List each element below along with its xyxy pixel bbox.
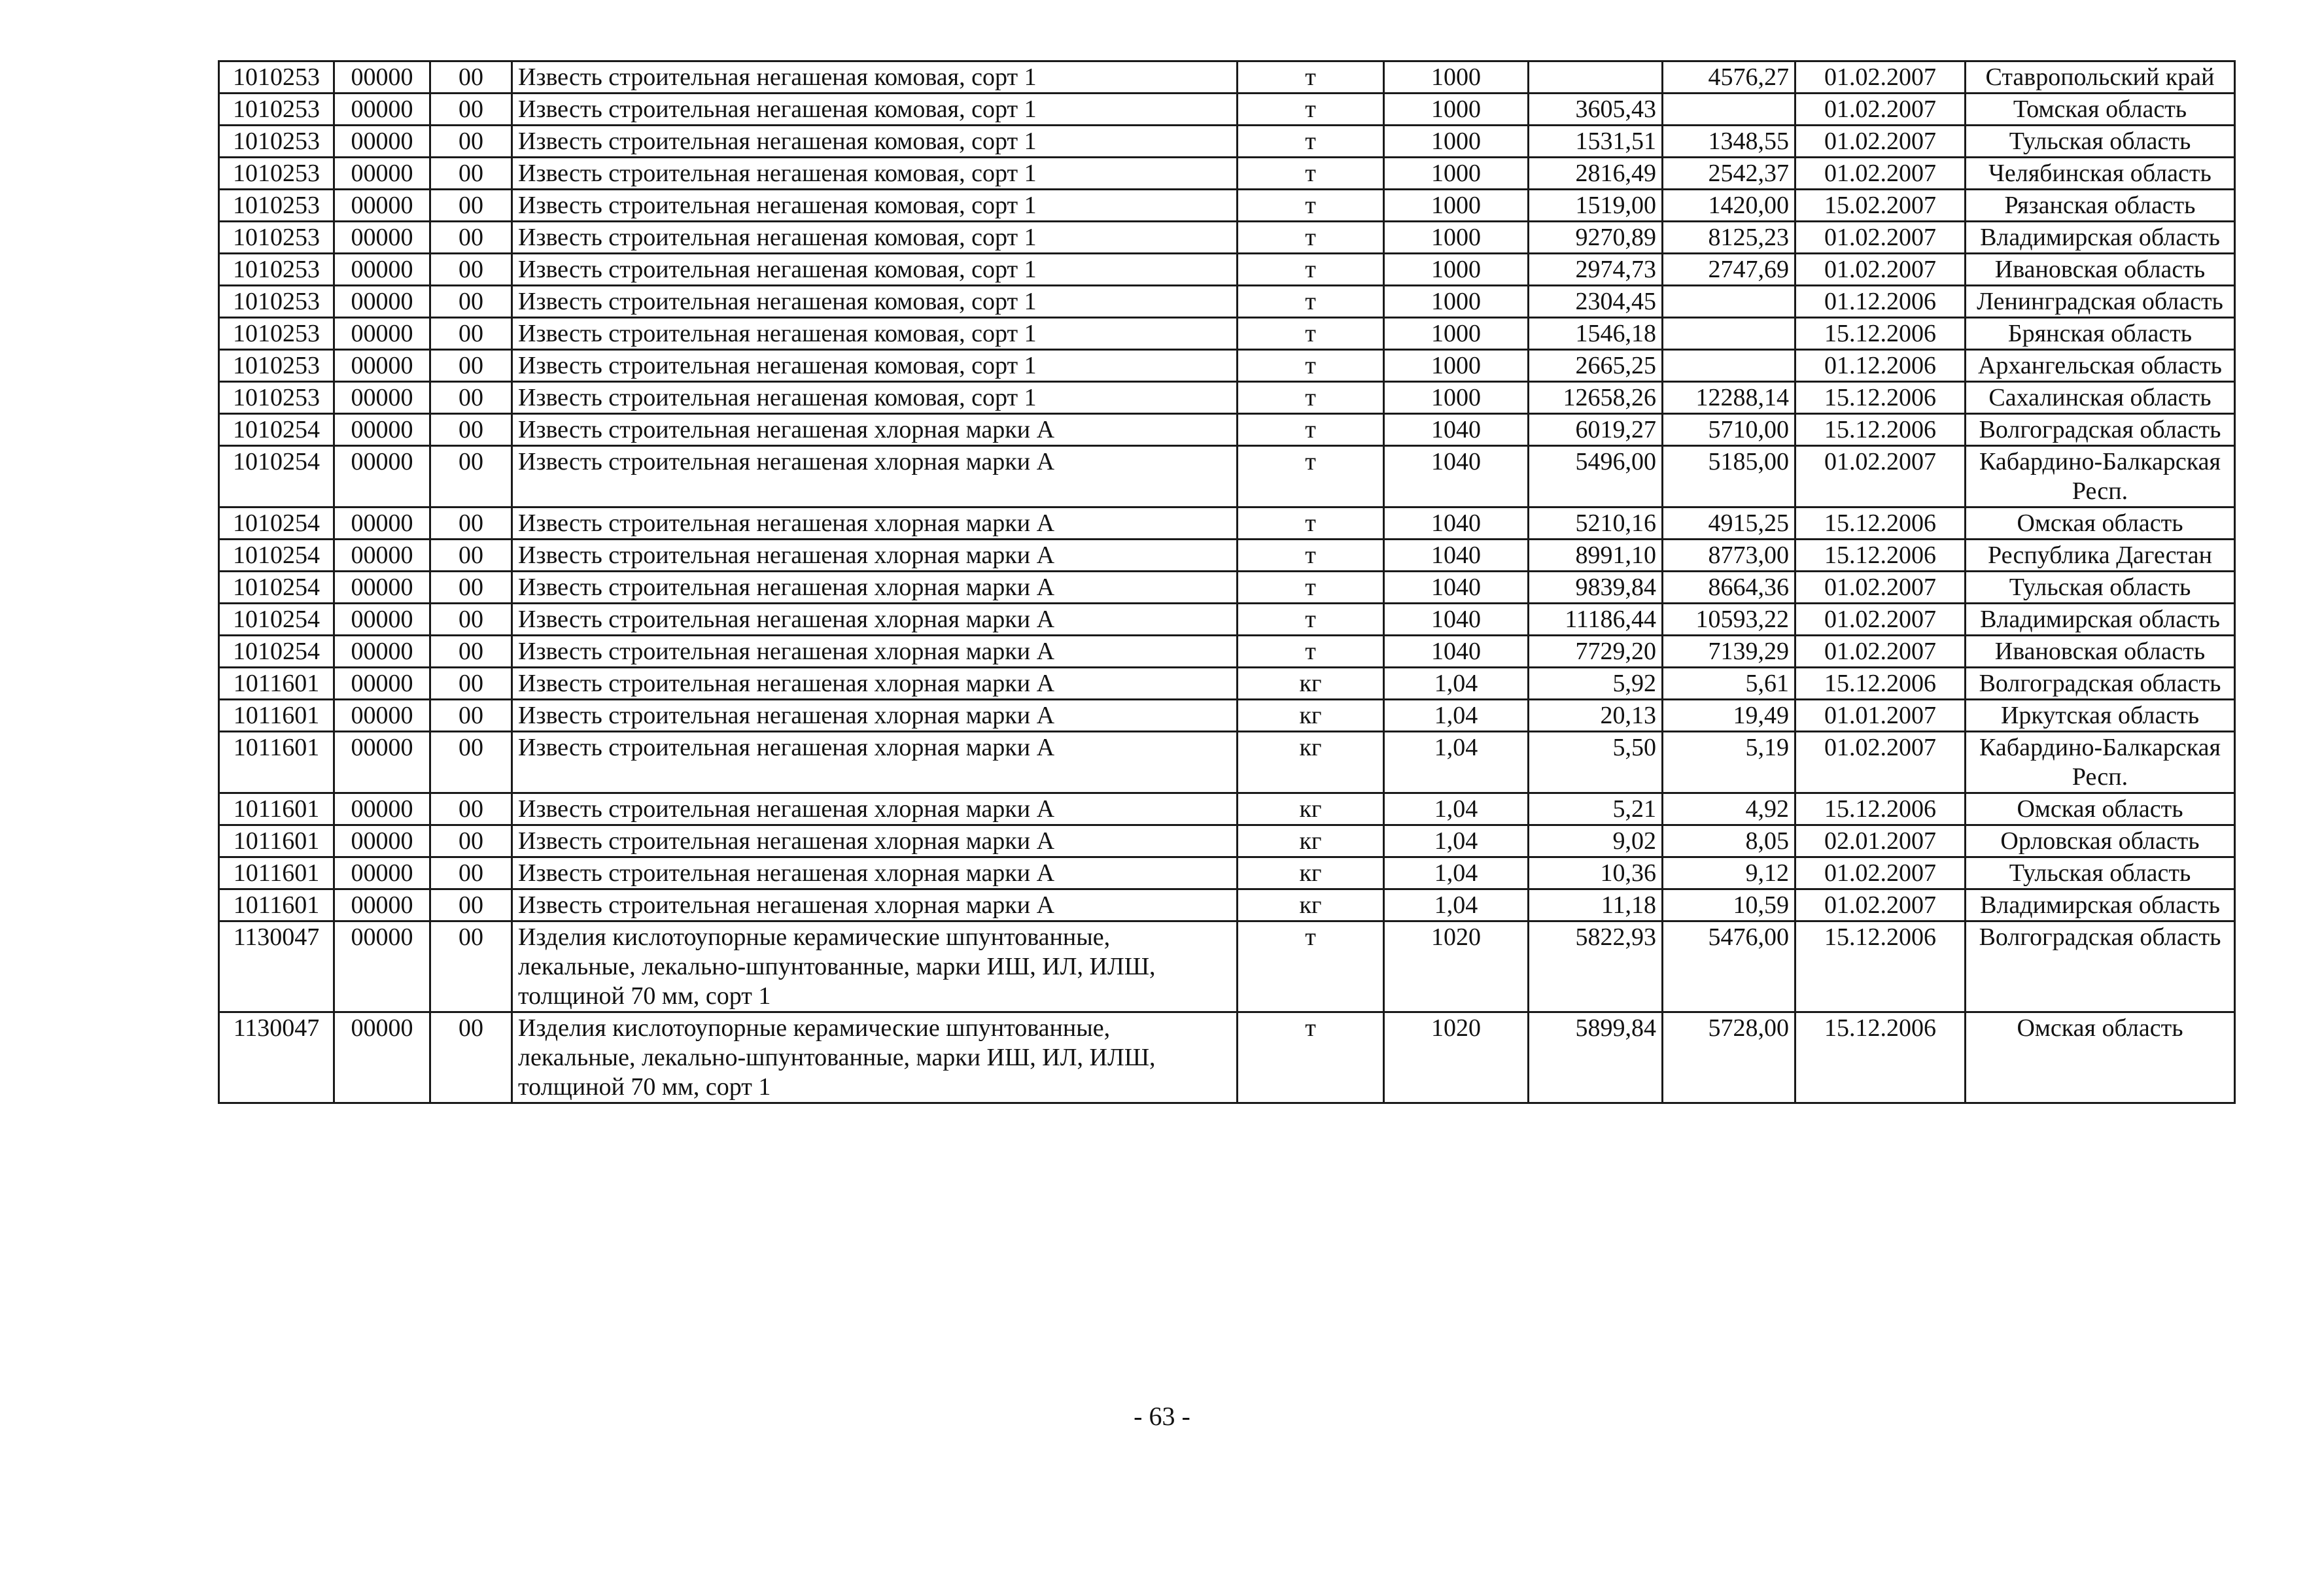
product-name-cell: Известь строительная негашеная комовая, сорт 1 [512,350,1238,382]
table-row [219,382,2235,414]
product-name-cell: Известь строительная негашеная хлорная марки А [512,825,1238,857]
region-cell: Рязанская область [1966,190,2235,222]
table-row [219,636,2235,668]
product-name-cell: Известь строительная негашеная хлорная марки А [512,732,1238,793]
suffix-cell: 00 [430,318,512,350]
product-code-cell: 1130047 [219,921,334,1012]
subcode-cell: 00000 [334,889,430,921]
product-code-cell: 1010253 [219,350,334,382]
product-name-cell: Известь строительная негашеная хлорная марки А [512,414,1238,446]
date-cell: 01.02.2007 [1795,61,1966,94]
unit-factor-cell: 1000 [1384,254,1529,286]
suffix-cell: 00 [430,700,512,732]
price-without-vat-cell: 5728,00 [1663,1012,1795,1103]
region-cell: Брянская область [1966,318,2235,350]
price-with-vat-cell: 5,92 [1529,668,1663,700]
unit-factor-cell: 1040 [1384,540,1529,572]
product-code-cell: 1130047 [219,1012,334,1103]
price-without-vat-cell: 5185,00 [1663,446,1795,507]
table-row [219,126,2235,158]
suffix-cell: 00 [430,889,512,921]
price-with-vat-cell: 7729,20 [1529,636,1663,668]
subcode-cell: 00000 [334,286,430,318]
price-without-vat-cell: 8,05 [1663,825,1795,857]
suffix-cell: 00 [430,793,512,825]
date-cell: 01.12.2006 [1795,350,1966,382]
price-without-vat-cell: 19,49 [1663,700,1795,732]
page-number: - 63 - [1134,1401,1190,1431]
unit-factor-cell: 1,04 [1384,825,1529,857]
price-with-vat-cell: 9270,89 [1529,222,1663,254]
product-name-cell: Известь строительная негашеная хлорная марки А [512,540,1238,572]
suffix-cell: 00 [430,732,512,793]
table-row [219,350,2235,382]
unit-factor-cell: 1000 [1384,61,1529,94]
price-with-vat-cell: 11,18 [1529,889,1663,921]
unit-factor-cell: 1,04 [1384,668,1529,700]
region-cell: Владимирская область [1966,604,2235,636]
table-row [219,190,2235,222]
region-cell: Челябинская область [1966,158,2235,190]
unit-cell: кг [1238,857,1384,889]
unit-factor-cell: 1000 [1384,350,1529,382]
date-cell: 15.12.2006 [1795,921,1966,1012]
product-code-cell: 1011601 [219,857,334,889]
unit-cell: т [1238,158,1384,190]
price-with-vat-cell: 5822,93 [1529,921,1663,1012]
table-row [219,254,2235,286]
unit-factor-cell: 1,04 [1384,793,1529,825]
unit-cell: кг [1238,700,1384,732]
region-cell: Иркутская область [1966,700,2235,732]
unit-factor-cell: 1000 [1384,190,1529,222]
product-name-cell: Известь строительная негашеная хлорная марки А [512,793,1238,825]
product-name-cell: Известь строительная негашеная комовая, сорт 1 [512,254,1238,286]
table-row [219,222,2235,254]
region-cell: Омская область [1966,1012,2235,1103]
price-without-vat-cell: 7139,29 [1663,636,1795,668]
price-without-vat-cell: 4576,27 [1663,61,1795,94]
product-code-cell: 1010254 [219,540,334,572]
price-with-vat-cell: 12658,26 [1529,382,1663,414]
price-without-vat-cell [1663,286,1795,318]
suffix-cell: 00 [430,350,512,382]
region-cell: Ивановская область [1966,254,2235,286]
price-with-vat-cell: 5,21 [1529,793,1663,825]
unit-cell: т [1238,190,1384,222]
product-name-cell: Известь строительная негашеная комовая, сорт 1 [512,158,1238,190]
price-with-vat-cell: 2974,73 [1529,254,1663,286]
date-cell: 02.01.2007 [1795,825,1966,857]
region-cell: Орловская область [1966,825,2235,857]
price-with-vat-cell: 6019,27 [1529,414,1663,446]
price-with-vat-cell: 1531,51 [1529,126,1663,158]
date-cell: 01.02.2007 [1795,572,1966,604]
product-name-cell: Известь строительная негашеная комовая, сорт 1 [512,61,1238,94]
table-row [219,540,2235,572]
suffix-cell: 00 [430,636,512,668]
price-without-vat-cell: 5476,00 [1663,921,1795,1012]
region-cell: Архангельская область [1966,350,2235,382]
suffix-cell: 00 [430,61,512,94]
suffix-cell: 00 [430,382,512,414]
date-cell: 01.01.2007 [1795,700,1966,732]
subcode-cell: 00000 [334,604,430,636]
price-with-vat-cell: 9839,84 [1529,572,1663,604]
price-without-vat-cell: 9,12 [1663,857,1795,889]
price-without-vat-cell: 2747,69 [1663,254,1795,286]
price-without-vat-cell [1663,350,1795,382]
subcode-cell: 00000 [334,572,430,604]
region-cell: Волгоградская область [1966,668,2235,700]
subcode-cell: 00000 [334,793,430,825]
date-cell: 01.02.2007 [1795,857,1966,889]
price-without-vat-cell: 10593,22 [1663,604,1795,636]
region-cell: Тульская область [1966,572,2235,604]
subcode-cell: 00000 [334,158,430,190]
unit-factor-cell: 1040 [1384,604,1529,636]
unit-factor-cell: 1,04 [1384,857,1529,889]
product-name-cell: Известь строительная негашеная хлорная марки А [512,446,1238,507]
subcode-cell: 00000 [334,94,430,126]
date-cell: 15.12.2006 [1795,1012,1966,1103]
product-code-cell: 1010253 [219,94,334,126]
date-cell: 01.02.2007 [1795,94,1966,126]
price-without-vat-cell: 1420,00 [1663,190,1795,222]
date-cell: 01.02.2007 [1795,636,1966,668]
product-code-cell: 1010253 [219,382,334,414]
table-row [219,318,2235,350]
unit-factor-cell: 1000 [1384,158,1529,190]
table-row [219,446,2235,507]
region-cell: Ивановская область [1966,636,2235,668]
price-with-vat-cell: 10,36 [1529,857,1663,889]
table-row [219,921,2235,1012]
product-name-cell: Известь строительная негашеная хлорная марки А [512,604,1238,636]
unit-cell: т [1238,254,1384,286]
product-name-cell: Известь строительная негашеная хлорная марки А [512,700,1238,732]
product-code-cell: 1011601 [219,793,334,825]
unit-factor-cell: 1,04 [1384,732,1529,793]
product-code-cell: 1011601 [219,825,334,857]
product-name-cell: Известь строительная негашеная хлорная марки А [512,636,1238,668]
product-code-cell: 1011601 [219,668,334,700]
subcode-cell: 00000 [334,825,430,857]
region-cell: Кабардино-Балкарская Респ. [1966,446,2235,507]
region-cell: Омская область [1966,507,2235,540]
unit-factor-cell: 1020 [1384,1012,1529,1103]
unit-factor-cell: 1040 [1384,636,1529,668]
suffix-cell: 00 [430,825,512,857]
product-name-cell: Известь строительная негашеная хлорная марки А [512,889,1238,921]
table-row [219,793,2235,825]
suffix-cell: 00 [430,604,512,636]
region-cell: Кабардино-Балкарская Респ. [1966,732,2235,793]
table-row [219,825,2235,857]
product-code-cell: 1010254 [219,604,334,636]
product-name-cell: Известь строительная негашеная комовая, сорт 1 [512,190,1238,222]
unit-cell: т [1238,126,1384,158]
region-cell: Владимирская область [1966,889,2235,921]
price-without-vat-cell: 8125,23 [1663,222,1795,254]
date-cell: 15.12.2006 [1795,507,1966,540]
product-code-cell: 1010254 [219,507,334,540]
region-cell: Томская область [1966,94,2235,126]
product-code-cell: 1010254 [219,636,334,668]
product-name-cell: Известь строительная негашеная комовая, сорт 1 [512,126,1238,158]
suffix-cell: 00 [430,190,512,222]
unit-factor-cell: 1000 [1384,222,1529,254]
price-without-vat-cell: 4,92 [1663,793,1795,825]
table-row [219,700,2235,732]
unit-factor-cell: 1,04 [1384,700,1529,732]
suffix-cell: 00 [430,668,512,700]
unit-cell: т [1238,1012,1384,1103]
price-with-vat-cell: 9,02 [1529,825,1663,857]
product-name-cell: Известь строительная негашеная хлорная марки А [512,507,1238,540]
subcode-cell: 00000 [334,126,430,158]
price-with-vat-cell: 5,50 [1529,732,1663,793]
price-table [218,60,2236,1104]
table-row [219,857,2235,889]
unit-cell: кг [1238,793,1384,825]
suffix-cell: 00 [430,414,512,446]
price-without-vat-cell: 8664,36 [1663,572,1795,604]
price-without-vat-cell: 2542,37 [1663,158,1795,190]
suffix-cell: 00 [430,921,512,1012]
product-name-cell: Известь строительная негашеная хлорная марки А [512,857,1238,889]
product-name-cell: Изделия кислотоупорные керамические шпунтованные, лекальные, лекально-шпунтованные, марки ИШ, ИЛ, ИЛШ, толщиной 70 мм, сорт 1 [512,1012,1238,1103]
date-cell: 15.12.2006 [1795,540,1966,572]
date-cell: 01.02.2007 [1795,158,1966,190]
suffix-cell: 00 [430,572,512,604]
suffix-cell: 00 [430,540,512,572]
subcode-cell: 00000 [334,190,430,222]
product-name-cell: Известь строительная негашеная комовая, сорт 1 [512,222,1238,254]
region-cell: Волгоградская область [1966,921,2235,1012]
subcode-cell: 00000 [334,61,430,94]
subcode-cell: 00000 [334,540,430,572]
product-code-cell: 1011601 [219,889,334,921]
product-code-cell: 1010253 [219,286,334,318]
date-cell: 15.12.2006 [1795,382,1966,414]
price-with-vat-cell: 5899,84 [1529,1012,1663,1103]
unit-cell: т [1238,382,1384,414]
unit-factor-cell: 1000 [1384,94,1529,126]
unit-cell: т [1238,318,1384,350]
price-with-vat-cell: 2816,49 [1529,158,1663,190]
price-with-vat-cell: 5210,16 [1529,507,1663,540]
product-name-cell: Известь строительная негашеная хлорная марки А [512,668,1238,700]
unit-factor-cell: 1040 [1384,507,1529,540]
unit-cell: т [1238,414,1384,446]
date-cell: 01.02.2007 [1795,254,1966,286]
unit-cell: кг [1238,889,1384,921]
price-with-vat-cell [1529,61,1663,94]
suffix-cell: 00 [430,222,512,254]
region-cell: Тульская область [1966,126,2235,158]
suffix-cell: 00 [430,507,512,540]
unit-cell: т [1238,446,1384,507]
date-cell: 15.12.2006 [1795,668,1966,700]
date-cell: 15.12.2006 [1795,414,1966,446]
region-cell: Волгоградская область [1966,414,2235,446]
unit-factor-cell: 1040 [1384,446,1529,507]
date-cell: 01.12.2006 [1795,286,1966,318]
suffix-cell: 00 [430,446,512,507]
unit-cell: т [1238,94,1384,126]
unit-factor-cell: 1040 [1384,414,1529,446]
unit-cell: т [1238,286,1384,318]
subcode-cell: 00000 [334,222,430,254]
region-cell: Республика Дагестан [1966,540,2235,572]
unit-cell: кг [1238,825,1384,857]
product-code-cell: 1011601 [219,700,334,732]
price-without-vat-cell: 8773,00 [1663,540,1795,572]
table-row [219,1012,2235,1103]
unit-cell: т [1238,572,1384,604]
date-cell: 15.12.2006 [1795,793,1966,825]
table-row [219,889,2235,921]
unit-factor-cell: 1,04 [1384,889,1529,921]
product-code-cell: 1010253 [219,126,334,158]
product-code-cell: 1010253 [219,254,334,286]
table-row [219,507,2235,540]
suffix-cell: 00 [430,126,512,158]
date-cell: 01.02.2007 [1795,604,1966,636]
subcode-cell: 00000 [334,857,430,889]
subcode-cell: 00000 [334,414,430,446]
unit-factor-cell: 1000 [1384,382,1529,414]
product-code-cell: 1010254 [219,446,334,507]
price-with-vat-cell: 2665,25 [1529,350,1663,382]
product-name-cell: Известь строительная негашеная хлорная марки А [512,572,1238,604]
product-code-cell: 1010253 [219,190,334,222]
product-code-cell: 1010254 [219,414,334,446]
price-without-vat-cell: 5710,00 [1663,414,1795,446]
subcode-cell: 00000 [334,668,430,700]
product-name-cell: Известь строительная негашеная комовая, сорт 1 [512,94,1238,126]
region-cell: Ленинградская область [1966,286,2235,318]
subcode-cell: 00000 [334,318,430,350]
region-cell: Владимирская область [1966,222,2235,254]
table-row [219,94,2235,126]
unit-cell: т [1238,222,1384,254]
product-name-cell: Известь строительная негашеная комовая, сорт 1 [512,318,1238,350]
product-code-cell: 1010253 [219,61,334,94]
price-with-vat-cell: 8991,10 [1529,540,1663,572]
price-without-vat-cell [1663,318,1795,350]
product-code-cell: 1010253 [219,158,334,190]
product-code-cell: 1010253 [219,318,334,350]
table-row [219,572,2235,604]
subcode-cell: 00000 [334,446,430,507]
subcode-cell: 00000 [334,636,430,668]
product-code-cell: 1011601 [219,732,334,793]
suffix-cell: 00 [430,94,512,126]
suffix-cell: 00 [430,857,512,889]
subcode-cell: 00000 [334,507,430,540]
subcode-cell: 00000 [334,1012,430,1103]
region-cell: Омская область [1966,793,2235,825]
unit-cell: т [1238,350,1384,382]
suffix-cell: 00 [430,158,512,190]
subcode-cell: 00000 [334,732,430,793]
price-with-vat-cell: 11186,44 [1529,604,1663,636]
date-cell: 01.02.2007 [1795,222,1966,254]
table-row [219,732,2235,793]
price-with-vat-cell: 20,13 [1529,700,1663,732]
price-without-vat-cell: 1348,55 [1663,126,1795,158]
price-without-vat-cell: 4915,25 [1663,507,1795,540]
unit-cell: т [1238,636,1384,668]
price-with-vat-cell: 5496,00 [1529,446,1663,507]
suffix-cell: 00 [430,254,512,286]
suffix-cell: 00 [430,286,512,318]
unit-cell: кг [1238,668,1384,700]
table-row [219,286,2235,318]
subcode-cell: 00000 [334,382,430,414]
price-with-vat-cell: 1519,00 [1529,190,1663,222]
date-cell: 15.02.2007 [1795,190,1966,222]
subcode-cell: 00000 [334,700,430,732]
unit-cell: т [1238,61,1384,94]
product-name-cell: Известь строительная негашеная комовая, сорт 1 [512,286,1238,318]
product-code-cell: 1010253 [219,222,334,254]
product-name-cell: Изделия кислотоупорные керамические шпунтованные, лекальные, лекально-шпунтованные, марки ИШ, ИЛ, ИЛШ, толщиной 70 мм, сорт 1 [512,921,1238,1012]
price-without-vat-cell: 5,19 [1663,732,1795,793]
suffix-cell: 00 [430,1012,512,1103]
date-cell: 01.02.2007 [1795,126,1966,158]
table-row [219,414,2235,446]
date-cell: 01.02.2007 [1795,889,1966,921]
unit-factor-cell: 1000 [1384,286,1529,318]
date-cell: 01.02.2007 [1795,732,1966,793]
price-without-vat-cell: 12288,14 [1663,382,1795,414]
price-without-vat-cell: 10,59 [1663,889,1795,921]
price-without-vat-cell: 5,61 [1663,668,1795,700]
table-row [219,668,2235,700]
region-cell: Сахалинская область [1966,382,2235,414]
unit-factor-cell: 1000 [1384,126,1529,158]
region-cell: Ставропольский край [1966,61,2235,94]
date-cell: 01.02.2007 [1795,446,1966,507]
price-without-vat-cell [1663,94,1795,126]
product-code-cell: 1010254 [219,572,334,604]
subcode-cell: 00000 [334,350,430,382]
price-with-vat-cell: 3605,43 [1529,94,1663,126]
unit-factor-cell: 1000 [1384,318,1529,350]
table-row [219,158,2235,190]
region-cell: Тульская область [1966,857,2235,889]
unit-cell: т [1238,604,1384,636]
unit-cell: т [1238,507,1384,540]
price-with-vat-cell: 1546,18 [1529,318,1663,350]
unit-cell: т [1238,921,1384,1012]
product-name-cell: Известь строительная негашеная комовая, сорт 1 [512,382,1238,414]
date-cell: 15.12.2006 [1795,318,1966,350]
table-row [219,604,2235,636]
table-row [219,61,2235,94]
unit-cell: кг [1238,732,1384,793]
subcode-cell: 00000 [334,254,430,286]
unit-cell: т [1238,540,1384,572]
subcode-cell: 00000 [334,921,430,1012]
price-with-vat-cell: 2304,45 [1529,286,1663,318]
unit-factor-cell: 1020 [1384,921,1529,1012]
unit-factor-cell: 1040 [1384,572,1529,604]
